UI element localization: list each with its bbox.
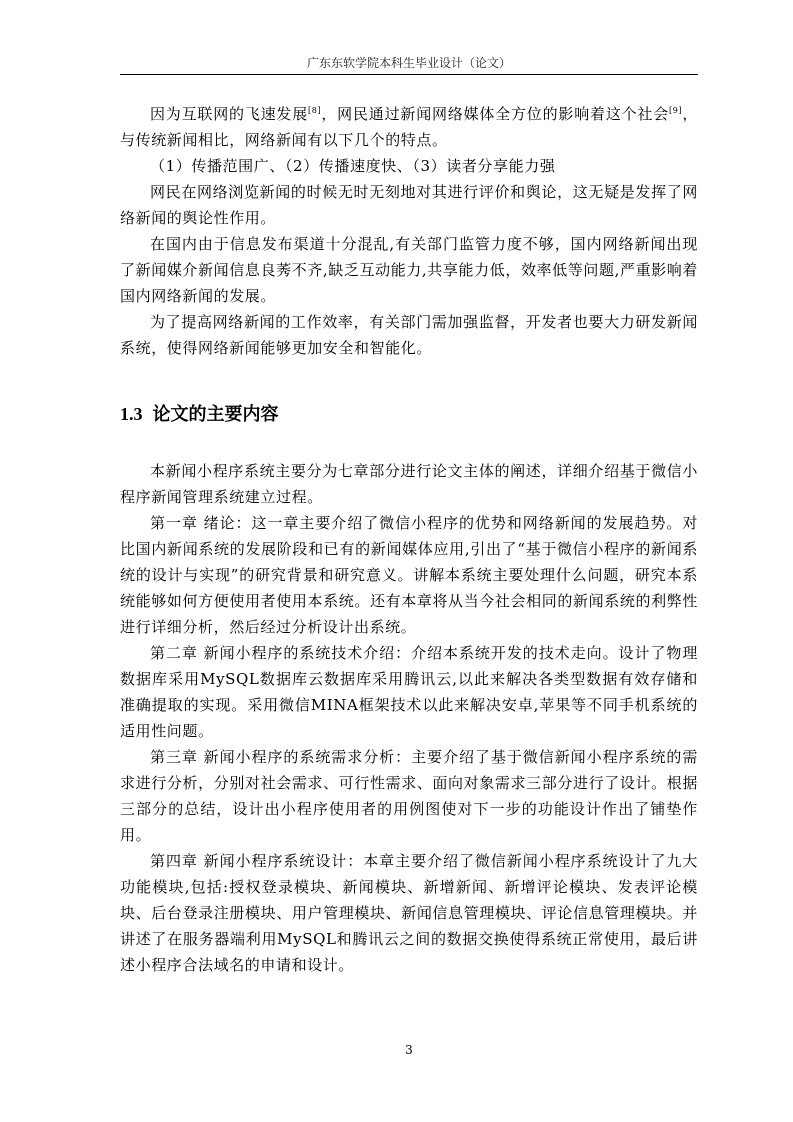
paragraph-features: （1）传播范围广、（2）传播速度快、（3）读者分享能力强 (150, 157, 556, 175)
citation-ref-9: [9] (669, 106, 683, 115)
section-1-3-body (120, 458, 698, 978)
page-header: 广东东软学院本科生毕业设计（论文） (306, 56, 511, 70)
paragraph-chapter-4: 第四章 新闻小程序系统设计：本章主要介绍了微信新闻小程序系统设计了九大功能模块,包括:授权登录模块、新闻模块、新增新闻、新增评论模块、发表评论模块、后台登录注册模块、用户管理模块、新闻信息管理模块、评论信息管理模块。并讲述了在服务器端利用MySQL和腾讯云之间的数据交换使得系统正常使用，最后讲述小程序合法域名的申请和设计。 (120, 852, 698, 974)
section-number: 1.3 (120, 404, 143, 424)
citation-ref-8: [8] (308, 106, 322, 115)
section-title-text: 论文的主要内容 (152, 404, 279, 425)
header-rule (120, 74, 698, 75)
section-heading (120, 400, 279, 426)
page-number: 3 (405, 1043, 413, 1057)
paragraph-domestic-issues: 在国内由于信息发布渠道十分混乱,有关部门监管力度不够，国内网络新闻出现了新闻媒介新闻信息良莠不齐,缺乏互动能力,共享能力低，效率低等问题,严重影响着国内网络新闻的发展。 (120, 235, 698, 305)
section-1-2-body (120, 101, 698, 361)
paragraph-chapter-1: 第一章 绪论：这一章主要介绍了微信小程序的优势和网络新闻的发展趋势。对比国内新闻系统的发展阶段和已有的新闻媒体应用,引出了“基于微信小程序的新闻系统的设计与实现”的研究背景和研究意义。讲解本系统主要处理什么问题，研究本系统能够如何方便使用者使用本系统。还有本章将从当今社会相同的新闻系统的利弊性进行详细分析，然后经过分析设计出系统。 (120, 514, 698, 636)
paragraph-internet-news (120, 101, 698, 153)
paragraph-improvement: 为了提高网络新闻的工作效率，有关部门需加强监督，开发者也要大力研发新闻系统，使得网络新闻能够更加安全和智能化。 (120, 313, 698, 357)
paragraph-text: ，与传统新闻相比，网络新闻有以下几个的特点。 (120, 105, 698, 149)
paragraph-chapter-2: 第二章 新闻小程序的系统技术介绍：介绍本系统开发的技术走向。设计了物理数据库采用MySQL数据库云数据库采用腾讯云,以此来解决各类型数据有效存储和准确提取的实现。采用微信MINA框架技术以此来解决安卓,苹果等不同手机系统的适用性问题。 (120, 644, 698, 740)
paragraph-chapter-3: 第三章 新闻小程序的系统需求分析：主要介绍了基于微信新闻小程序系统的需求进行分析，分别对社会需求、可行性需求、面向对象需求三部分进行了设计。根据三部分的总结，设计出小程序使用者的用例图使对下一步的功能设计作出了铺垫作用。 (120, 748, 698, 844)
paragraph-text: ，网民通过新闻网络媒体全方位的影响着这个社会 (321, 105, 670, 123)
paragraph-public-opinion: 网民在网络浏览新闻的时候无时无刻地对其进行评价和舆论，这无疑是发挥了网络新闻的舆论性作用。 (120, 183, 698, 227)
paragraph-overview: 本新闻小程序系统主要分为七章部分进行论文主体的阐述，详细介绍基于微信小程序新闻管理系统建立过程。 (120, 462, 698, 506)
paragraph-text: 因为互联网的飞速发展 (150, 105, 309, 123)
